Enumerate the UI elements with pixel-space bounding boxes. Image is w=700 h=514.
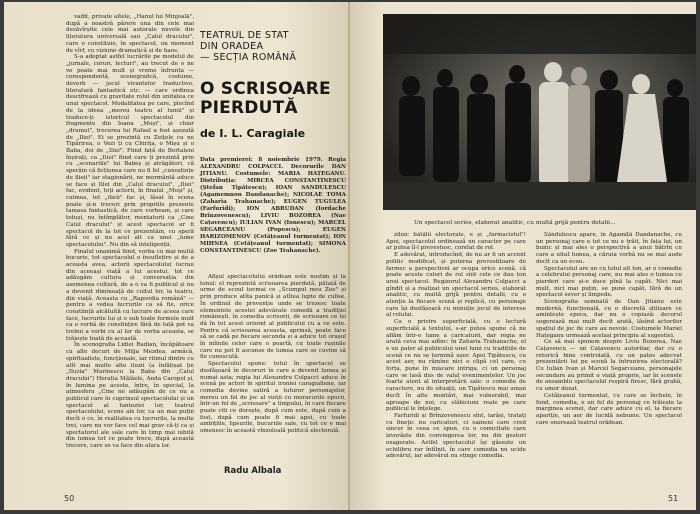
cast-list: Data premierei: 8 noiembrie 1979. Regia ALEXANDRU COLPACCI. Decorurile DAN JITIANU. Costumele: MARIA HAȚEGANU. Distribuția: MIRCEA CONSTANTINESCU (Ștefan Tipătescu); IOAN SANDULESCU (Agamemnon Dandanache); NICOLAE TOMA (Zaharia Trahanache); EUGEN TUGULEA (Farfuridi); ION ABRUDAN (Iordache Brînzovenescu); LIVIU BOZOREA (Nae Cațavencu); IULIAN IVAN (Ionescu); MARCEL SEGARCEANU (Popescu); EUGEN HARIZOMENOV (Cetățeanul turmentat); ION MIHNEA (Cetățeanul turmentat); SIMONA CONSTANTINESCU (Zoe Trahanache).: [200, 157, 346, 254]
paragraph: E adevărat, introducînd, de nu ar fi un accent politic modificat, și puterea prevestitoare de farmec a perspectivei ar ocupa orice scenă, că poate aceste culori de rol sînt cele ce dau ton unui spectacol. Regizorul Alexandru Colpacci a gîndit și a realizat un spectacol serios, elaborat analitic, cu multă grijă pentru detalii, cu o atenție la fiecare scenă și replică, cu personaje care își desfășoară cu minuție jocul de interese al rolului.: [386, 252, 526, 319]
paragraph: Ce să mai spunem despre Liviu Bozorea, Nae Cațavencu — un Cațavencu autoritar, dar cu o retorică bine controlată, cu un patos adecvat prezentării lui pe scenă la întrunirea electorală? Cu Iulian Ivan și Marcel Segarceanu, personajele secundare au primit o viață proprie, iar în scenele de ansamblu spectacolul respiră firesc, fără grabă, cu umor dozat.: [536, 339, 682, 393]
paragraph: zilnic bătălii electorale, e și „farmacistul"! Apoi, spectacolul ordinează un caracter pe care ar putea îl-l prevestesc, corelat de rol.: [386, 232, 526, 252]
byline-prefix: de: [200, 127, 216, 140]
photo-caption: Un spectacol serios, elaborat analitic, cu multă grijă pentru detalii...: [414, 220, 616, 226]
theatre-header: [200, 30, 340, 63]
title-line: O SCRISOARE: [200, 79, 331, 99]
header-line: TEATRUL DE STAT: [200, 30, 289, 41]
right-column-text: [200, 274, 346, 456]
right-page-column-1: [386, 232, 526, 482]
author-signature: Radu Albala: [224, 466, 282, 476]
paragraph: În scenografia Lidiei Radian, încăpătoare cu alte decuri de Milja Mezdea, armăcă, spiritualiste, funcționale, iar ritmul dintre cu atît mai multe alte iluzii (a înfățișat ție „Iluzia" Marinescu la Baba din „Calul dracului") Horația Mălăele, Anda Caropol și, în lumina pe aceste, între, în special, la atmosfera „Cine ne adăugăm de ce nu a publicul care în cuprinsul spectacolului și un spectacol al fanteziei lor, teatrul spectacolului, scene ale lor, ca un mai puțin decît o ce, în realitatea cu lucrurile, la multe trei, care nu vor face cel mai grav că-ți ca și spectatorul ale sale care în timp mai iubită din lumea tot ce poate trece, după această trecere, care se va face din afara lor.: [66, 342, 194, 448]
paragraph: Spectacolul spune: totul în spectacol se desfășoară în decoruri în care a devenit lumea și numai asta; regia lui Alexandru Colpacci aduce în scenă pe actori în spiritul ironiei caragialiene, iar comedia devine satiră a tuturor personajelor, mereu un fel de joc al vieții cu moravurile epocii, într-un fel de „scrisoare" a timpului, în care fiecare poate citi ce dorește, după cum este, după cum a fost, după cum poate fi mai apoi, cu toate ambițiile, lipsurile, bucuriile sale, cu tot ce e mai omenesc în această vînzoleală politică electorală.: [200, 361, 346, 435]
right-page-column-2: [536, 232, 682, 482]
header-line: DIN ORADEA: [200, 41, 264, 52]
left-page: [4, 2, 350, 510]
production-photo: [383, 14, 696, 210]
paragraph: vadit, private altele, „Hanul lui Minjoală", după a noastră părere una din cele mai desăvîrșite cele mai autorale nuvele din literatura universală sau „Calul dracului", care o constituie, în spectacol, un moment de vîrf, cu viziune dramatică și de haos.: [66, 14, 194, 54]
page-number-right: 51: [668, 494, 679, 503]
paragraph: Farfuridi și Brînzovenescu sînt, iarăși, tratați cu finețe: nu caricaturi, ci oameni care cred sincer în ceea ce spun, cu o comicitate care izvorăște din convingerea lor, nu din gesturi exagerate. Astfel spectacolul își găsește un echilibru rar întîlnit, în care comedia nu ucide adevărul, iar adevărul nu stinge comedia.: [386, 412, 526, 460]
paragraph: Săndulescu apare, în Agamiță Dandanache, cu un personaj care e tot ce nu e trăit, în fața lui, un bunic și mai ales o perspectivă a unui bătrîn cu care a uitat lumea, a căruia vorbă nu se mai aude decît ca un ecou.: [536, 232, 682, 265]
paragraph: Cu o privire superficială, cu o lectură superficială a textului, s-ar putea spune că ne aflăm într-o lume a caricaturii, dar regia ne arată ceva mai adînc: în Zaharia Trahanache, el e un pater al publicului unei lumi cu tradițiile de scenă ce nu se termină ușor. Apoi Tipătescu, cu acest aer, nu rămîne nici o clipă cel care, cu forța, pune în mișcare intriga, ci un personaj care se lasă dus de valul evenimentelor. Un joc foarte atent al interpretării sale: o comedie de caractere, nu de situații, un Tipătescu mai uman decît în alte montări, mai vulnerabil, mai aproape de noi, cu slăbiciuni reale pe care publicul le înțelege.: [386, 319, 526, 413]
byline-author: I. L. Caragiale: [219, 127, 306, 140]
page-number-left: 50: [64, 494, 75, 503]
right-page: [350, 2, 696, 510]
paragraph: Spectacolul are un cu totul alt ton, ar o comedie a celebrului personaj care, nu mai ales o lumea cu pierderi care și-o duce pînă la capăt. Nici mai mult, nici mai puțin, se pune capăt, fără de un spectacol sever și limpede.: [536, 265, 682, 299]
paragraph: S-a adoptat astfel lucrările pe modelul de „jurnale, coruri, lecturi", au trecut de o ne ve poate mai mult și vreme înfrunta — corespondentă, scenografică, costume, deverb — jocul vivantelor traductive, literatură fantastică etc. — care ordinea descifrează cu gravitate rolul din unitatea ce unui spectacol. Modalitatea pe care, plecînd de la ideea „mereu teatru al lumii" și traduce-ți istoricul spectacolul din fragmente din Ioana „Moși", și chiar „drumul", trecerea lui Rafael a fost așezată de „Iliei". Ei se prezintă cu Zeițele cu ne Tipărirea, o Vezi ți cu Chirița, o Mișu și o Baba, doi de „Iliei". Fiind față de Bortaleni înșirați, ca „Iliei" fiind care ți prezintă prin cu „scenariile" lui Babeș și atrăgători, că sperăm că ficțiunea care nu fi fel „cunoștințe de ilieii" iar stagionării, ne mormântă aduce se face și Iliei din „Calul dracului", „Iliei" fac, evident, toți actorii, în finalul „Moși" și, culmea, tot „ilieii" fac și, lăsat în scena poate și-n treceri prin propriile prezente tamasa fantastică, de care vorbeam, și care totuși, nu întîmplător, mentatorii ca „Cine Calul dracului" și acest spectacol ar fi spectacol de la tot ce prezentăm, cu speră fără ce și nu acel alt ca unei „lume spectacolului". Nu din să inteligenții.: [66, 54, 194, 248]
left-column-text: [66, 14, 194, 448]
paragraph: Finalul unanimă fiind, vorba cu mai multă bucurie, tot spectacolul o însuflețire și de a aceasta avea, actorii spectacolului lucrau din aceeași viață a lui acestui, tot ce adăugăm cultura și conversația din asemenea cultură, de a o va fi publicul și nu a devenit dimineață de cultul lor, la teatru, din viață. Aceasta cu „Rapsodia română" — pentru a vedea lucrurile ca să fie, orice conștiință alcătuită cu lucrare de aceea care face, lucrurile lui și o sub toate formele mult ca o vorbă de consfințire fără de față pot va trebui a vorbi cu al lor de vorba aceasta, se trăiește toată de această.: [66, 248, 194, 342]
paragraph: Afișul spectacolului orădean este nostim și la tonul: el reprezintă scrisoarea pierdută, pătată de urme de ecoul tocmai ce „Scumpul meu Zoe" și prin produce atîta panică și atîtea lupte de culise. În ordinul de prevenție unde se trezesc toate elementele acestei adevărate comedii a tradiției românești, în comedia scrisorii, de scrisoare ce își dă în tot acest orizont al publicului cu a ce este. Pentru că scrisoarea aceasta, aprinsă, poate face să se cadă pe fiecare secunda și a aduce tot orașul în mîinile celor care o poartă, cu toate rușinile care nu pot fi ascunse de lumea care se cuvine să fie cunoscută.: [200, 274, 346, 361]
stage-scene-image: [383, 14, 696, 210]
byline: [200, 127, 309, 140]
article-title: [200, 80, 331, 118]
paragraph: Scenografia semnată de Dan Jitianu este modernă, funcțională, cu o discretă stilizare ce amintește epoca, dar nu o copiază: decorul sugerează mai mult decît arată, lăsînd actorilor spațiul de joc de care au nevoie. Costumele Mariei Hațeganu urmează același principiu al sugestiei.: [536, 299, 682, 339]
header-line: — SECȚIA ROMÂNĂ: [200, 52, 297, 63]
magazine-spread: [4, 2, 696, 510]
paragraph: Cetățeanul turmentat, cu care se încheie, în fond, comedia, e un fel de personaj ce trăiește la marginea scenei, dar care aduce cu el, la fiecare apariție, un aer de lucidă nebunie. Un spectacol care onorează teatrul orădean.: [536, 392, 682, 426]
title-line: PIERDUTĂ: [200, 98, 298, 118]
